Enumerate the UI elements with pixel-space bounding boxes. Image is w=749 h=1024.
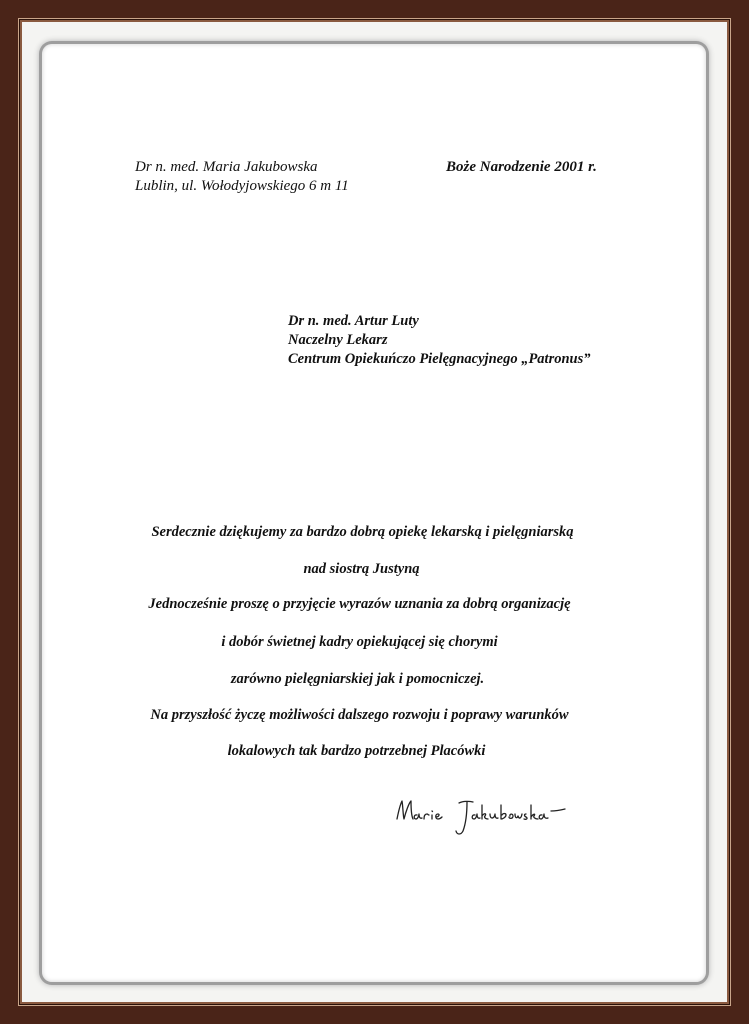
body-line-4: i dobór świetnej kadry opiekującej się chorymi <box>221 634 498 650</box>
sender-name: Dr n. med. Maria Jakubowska <box>135 159 318 175</box>
body-line-1: Serdecznie dziękujemy za bardzo dobrą opiekę lekarską i pielęgniarską <box>151 524 574 540</box>
body-line-5: zarówno pielęgniarskiej jak i pomocniczej. <box>230 671 485 687</box>
recipient-title: Naczelny Lekarz <box>288 332 388 348</box>
body-line-3: Jednocześnie proszę o przyjęcie wyrazów uznania za dobrą organizację <box>148 596 571 612</box>
sender-block <box>135 158 349 196</box>
letter-date: Boże Narodzenie 2001 r. <box>446 159 597 175</box>
recipient-institution: Centrum Opiekuńczo Pielęgnacyjnego „Patronus” <box>288 351 591 367</box>
body-line-7: lokalowych tak bardzo potrzebnej Placówki <box>227 743 486 759</box>
recipient-name: Dr n. med. Artur Luty <box>288 313 419 329</box>
handwritten-signature <box>393 795 583 845</box>
sender-address: Lublin, ul. Wołodyjowskiego 6 m 11 <box>135 178 349 194</box>
body-line-2: nad siostrą Justyną <box>303 561 420 577</box>
recipient-block <box>288 312 591 369</box>
body-line-6: Na przyszłość życzę możliwości dalszego rozwoju i poprawy warunków <box>150 707 569 723</box>
